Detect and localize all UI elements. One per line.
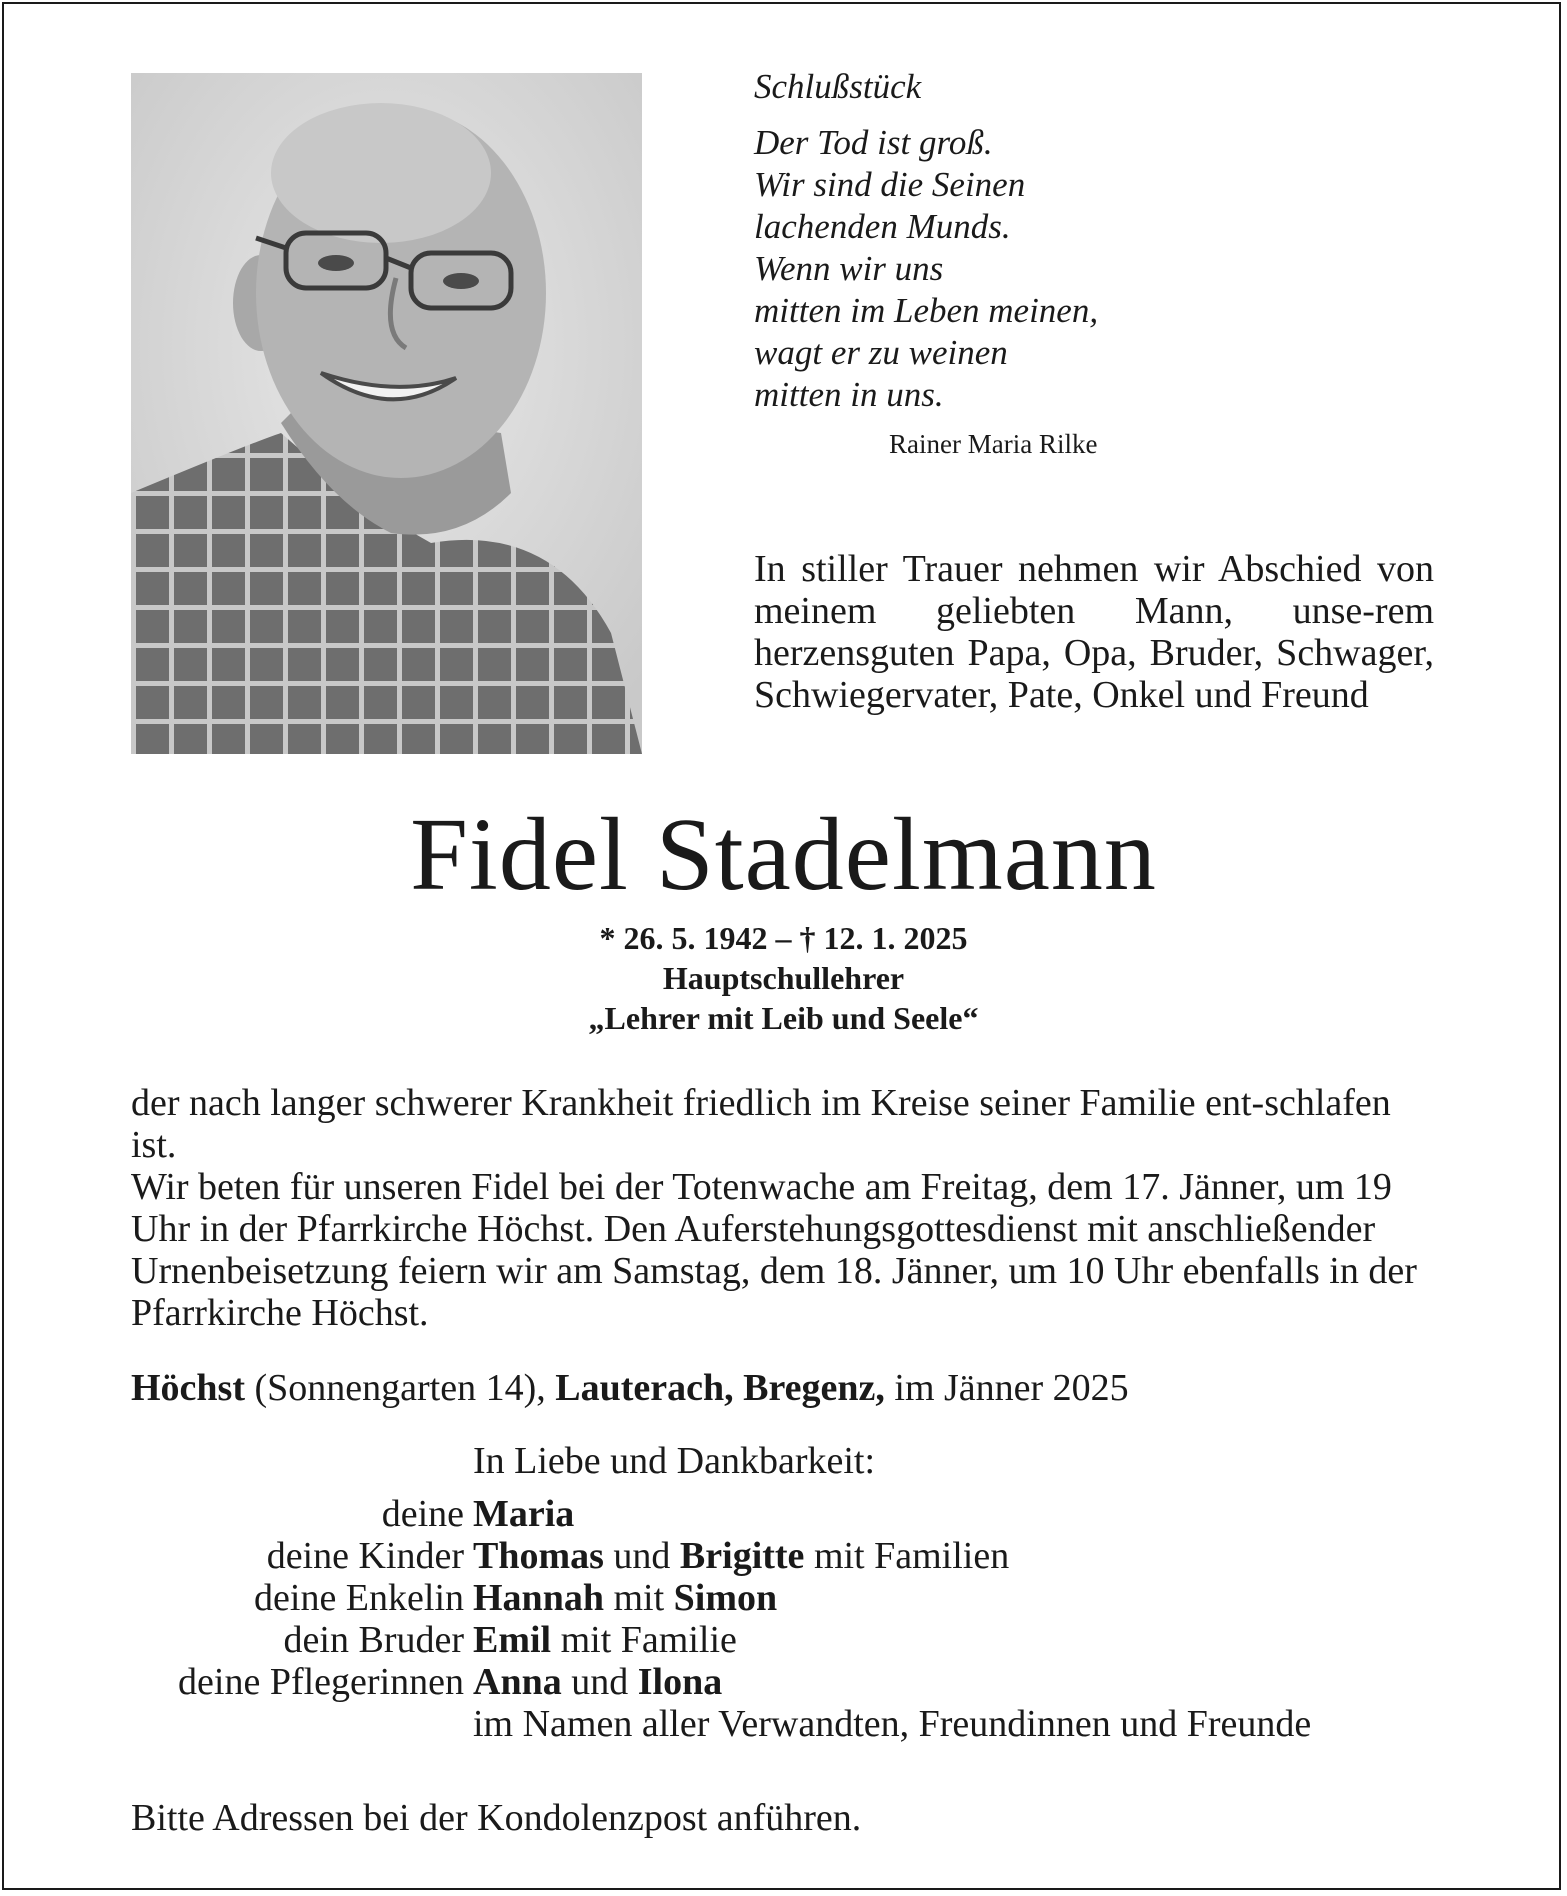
- family-connector: und: [603, 1535, 680, 1577]
- family-member-name: Brigitte: [679, 1535, 805, 1577]
- family-relation: deine Kinder: [266, 1535, 464, 1577]
- family-connector: mit: [603, 1577, 674, 1619]
- family-row: [131, 1493, 1451, 1535]
- poem-line: Wenn wir uns: [754, 249, 944, 288]
- family-member-name: Simon: [673, 1577, 778, 1619]
- place-town: Höchst: [131, 1367, 245, 1409]
- footer-note: Bitte Adressen bei der Kondolenzpost anführen.: [131, 1797, 862, 1839]
- family-row: [131, 1661, 1451, 1703]
- family-member-name: Maria: [473, 1493, 575, 1535]
- place-address: (Sonnengarten 14),: [245, 1367, 556, 1409]
- body-paragraph: Wir beten für unseren Fidel bei der Totenwache am Freitag, dem 17. Jänner, um 19 Uhr in der Pfarrkirche Höchst. Den Auferstehungsgottesdienst mit anschließender Urnenbeisetzung feiern wir am Samstag, dem 18. Jänner, um 10 Uhr ebenfalls in der Pfarrkirche Höchst.: [131, 1166, 1417, 1334]
- family-members: [473, 1619, 1451, 1661]
- family-members: [473, 1493, 1451, 1535]
- poem-line: mitten im Leben meinen,: [754, 291, 1099, 330]
- farewell-text: In stiller Trauer nehmen wir Abschied von meinem geliebten Mann, unse-rem herzensguten Papa, Opa, Bruder, Schwager, Schwiegervater, Pate, Onkel und Freund: [754, 548, 1434, 716]
- family-member-name: Emil: [473, 1619, 552, 1661]
- portrait-illustration: [131, 73, 642, 754]
- announcement-body: [131, 1082, 1436, 1334]
- portrait-photo: [131, 73, 642, 754]
- poem-line: Der Tod ist groß.: [754, 123, 993, 162]
- deceased-details: [0, 918, 1567, 1038]
- place-towns: Lauterach, Bregenz,: [555, 1367, 885, 1409]
- family-members: [473, 1703, 1451, 1745]
- motto: „Lehrer mit Leib und Seele“: [588, 1000, 979, 1036]
- family-members: [473, 1661, 1451, 1703]
- family-row: [131, 1703, 1451, 1745]
- profession: Hauptschullehrer: [662, 960, 905, 996]
- family-relation: deine Enkelin: [254, 1577, 464, 1619]
- poem-line: Wir sind die Seinen: [754, 165, 1026, 204]
- thanks-heading: In Liebe und Dankbarkeit:: [473, 1440, 876, 1482]
- family-member-name: Hannah: [473, 1577, 604, 1619]
- family-member-name: Ilona: [637, 1661, 723, 1703]
- family-relation: [131, 1703, 473, 1745]
- body-paragraph: der nach langer schwerer Krankheit friedlich im Kreise seiner Familie ent-schlafen ist.: [131, 1082, 1391, 1166]
- family-list: [131, 1493, 1451, 1745]
- family-row: [131, 1619, 1451, 1661]
- place-date: im Jänner 2025: [884, 1367, 1129, 1409]
- family-connector: mit Familie: [551, 1619, 737, 1661]
- poem-author: Rainer Maria Rilke: [889, 429, 1098, 459]
- poem: [754, 66, 1454, 460]
- family-members: [473, 1577, 1451, 1619]
- family-relation: deine Pflegerinnen: [178, 1661, 464, 1703]
- family-members: [473, 1535, 1451, 1577]
- life-dates: * 26. 5. 1942 – † 12. 1. 2025: [599, 920, 968, 956]
- poem-line: lachenden Munds.: [754, 207, 1011, 246]
- family-member-name: Thomas: [473, 1535, 604, 1577]
- family-member-name: Anna: [473, 1661, 562, 1703]
- poem-line: wagt er zu weinen: [754, 333, 1008, 372]
- family-connector: mit Familien: [804, 1535, 1010, 1577]
- family-row: [131, 1535, 1451, 1577]
- family-relation: deine: [381, 1493, 464, 1535]
- poem-line: mitten in uns.: [754, 375, 944, 414]
- family-connector: im Namen aller Verwandten, Freundinnen und Freunde: [473, 1703, 1312, 1745]
- family-connector: und: [561, 1661, 638, 1703]
- poem-title: Schlußstück: [754, 67, 922, 106]
- family-relation: dein Bruder: [283, 1619, 464, 1661]
- family-row: [131, 1577, 1451, 1619]
- place-and-date: [131, 1367, 1431, 1409]
- poem-lines: [754, 122, 1454, 416]
- deceased-name: Fidel Stadelmann: [410, 797, 1157, 912]
